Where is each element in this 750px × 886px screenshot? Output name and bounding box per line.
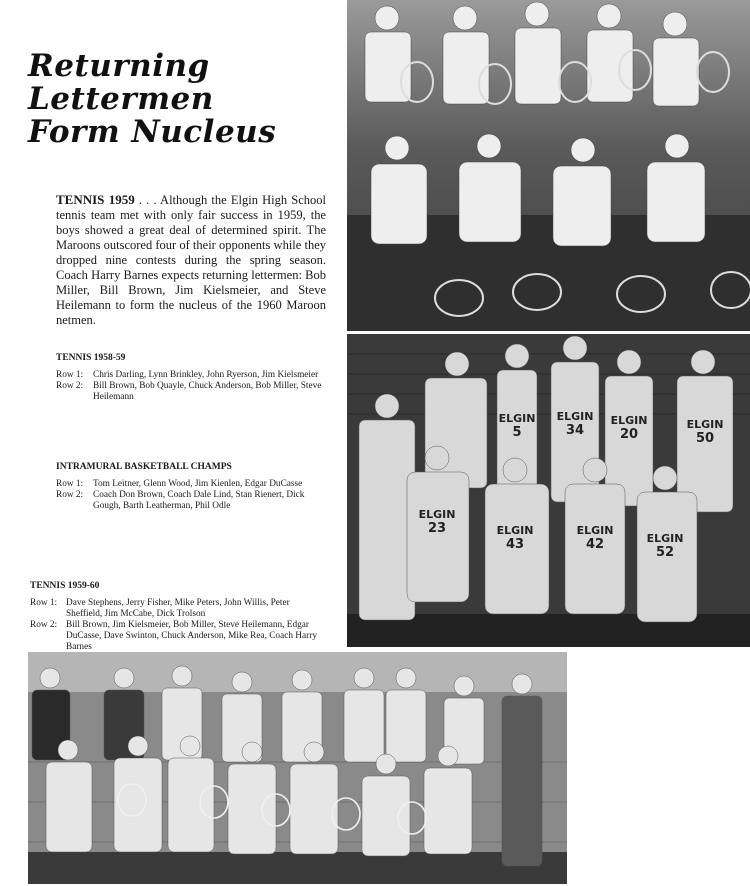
jersey-word: ELGIN	[576, 524, 614, 537]
row-names: Dave Stephens, Jerry Fisher, Mike Peters, John Willis, Peter Sheffield, Jim McCabe, Dick Trolson	[66, 598, 290, 619]
row-names: Chris Darling, Lynn Brinkley, John Ryerson, Jim Kielsmeier	[93, 370, 319, 380]
row-names: Bill Brown, Jim Kielsmeier, Bob Miller, Steve Heilemann, Edgar DuCasse, Dave Swinton, Chuck Anderson, Mike Rea, Coach Harry Barnes	[66, 620, 317, 652]
jersey-word: ELGIN	[498, 412, 536, 425]
row-names: Coach Don Brown, Coach Dale Lind, Stan Rienert, Dick Gough, Barth Leatherman, Phil Odle	[93, 490, 305, 511]
caption-row	[56, 370, 326, 381]
caption-row	[30, 598, 327, 620]
jersey-number: 5	[512, 425, 522, 440]
caption-row	[56, 490, 326, 512]
jersey-number: 42	[585, 537, 605, 552]
jersey-word: ELGIN	[556, 410, 594, 423]
intramural-basketball-photo	[347, 334, 750, 647]
caption-heading: TENNIS 1959-60	[30, 581, 100, 591]
page-title	[28, 50, 340, 149]
jersey-word: ELGIN	[610, 414, 648, 427]
jersey-word: ELGIN	[686, 418, 724, 431]
caption-heading: TENNIS 1958-59	[56, 353, 126, 363]
title-line-2: Form Nucleus	[28, 114, 277, 150]
jersey-word: ELGIN	[418, 508, 456, 521]
caption-tennis-1958-59	[56, 353, 326, 403]
intro-paragraph	[56, 192, 326, 328]
title-line-1: Returning Lettermen	[28, 48, 214, 117]
jersey-number: 23	[427, 521, 447, 536]
caption-tennis-1959-60	[30, 581, 327, 653]
tennis-1958-59-photo	[347, 0, 750, 331]
row-label: Row 2:	[56, 381, 84, 391]
jersey-number: 20	[619, 427, 639, 442]
row-names: Bill Brown, Bob Quayle, Chuck Anderson, Bob Miller, Steve Heilemann	[93, 381, 322, 402]
jersey-word: ELGIN	[646, 532, 684, 545]
row-label: Row 1:	[56, 370, 84, 380]
caption-row	[56, 479, 326, 490]
intro-body: . . . Although the Elgin High School tennis team met with only fair success in 1959, the boys showed a great deal of determined spirit. The Maroons outscored four of their opponents while they dropped nine contests during the spring season. Coach Harry Barnes expects returning lettermen: Bob Miller, Bill Brown, Jim Kielsmeier, and Steve Heilemann to form the nucleus of the 1960 Maroon netmen.	[56, 193, 326, 327]
jersey-number: 43	[505, 537, 525, 552]
jersey-number: 50	[695, 431, 715, 446]
row-label: Row 2:	[30, 620, 58, 630]
intro-lead: TENNIS 1959	[56, 192, 135, 207]
row-label: Row 1:	[56, 479, 84, 489]
caption-heading: INTRAMURAL BASKETBALL CHAMPS	[56, 462, 232, 472]
caption-intramural-basketball	[56, 462, 326, 512]
row-label: Row 1:	[30, 598, 58, 608]
row-names: Tom Leitner, Glenn Wood, Jim Kienlen, Edgar DuCasse	[93, 479, 303, 489]
jersey-number: 52	[655, 545, 675, 560]
caption-row	[56, 381, 326, 403]
row-label: Row 2:	[56, 490, 84, 500]
tennis-1959-60-photo	[28, 652, 567, 884]
jersey-number: 34	[565, 423, 585, 438]
caption-row	[30, 620, 327, 653]
jersey-word: ELGIN	[496, 524, 534, 537]
